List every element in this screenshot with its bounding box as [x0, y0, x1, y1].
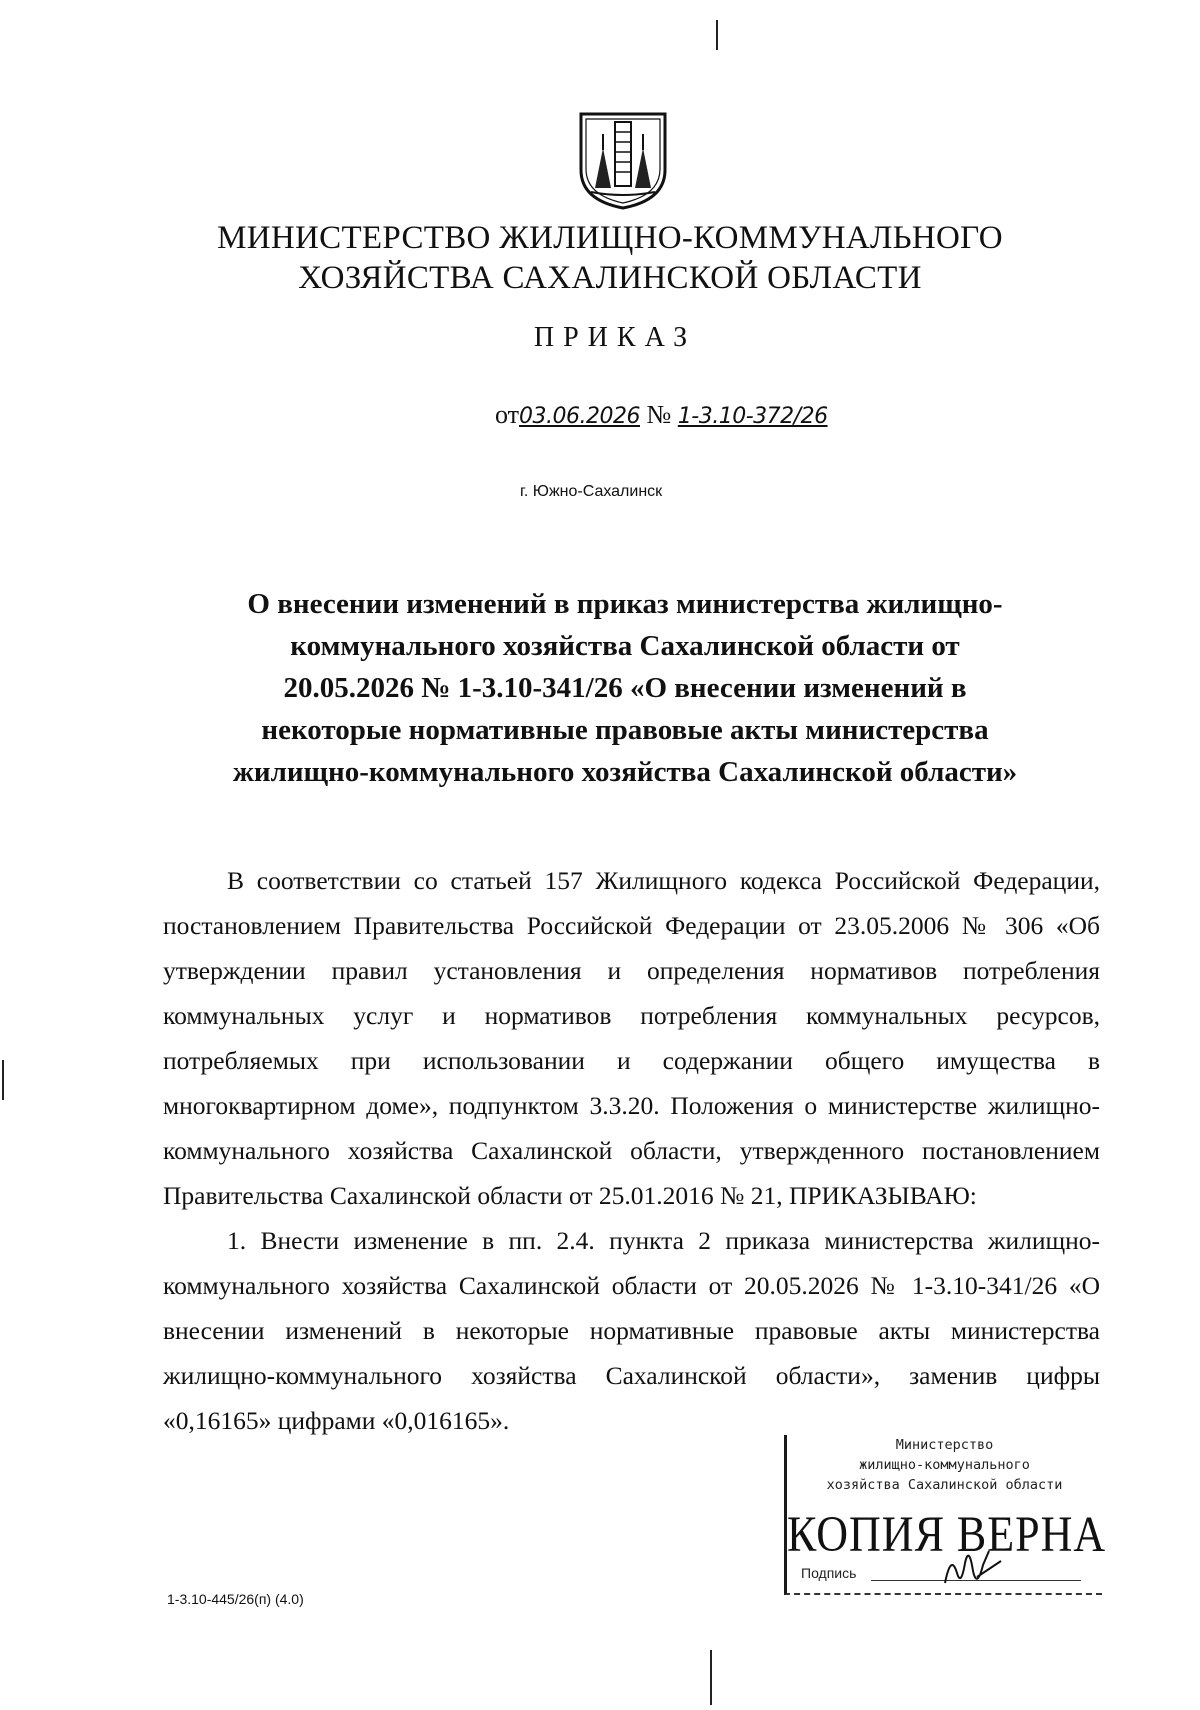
- scan-artifact-bottom: [710, 1650, 712, 1705]
- item-1-paragraph: 1. Внести изменение в пп. 2.4. пункта 2 приказа министерства жилищно-коммунального хозяйства Сахалинской области от 20.05.2026 № 1-3.10-341/26 «О внесении изменений в некоторые нормативные правовые акты министерства жилищно-коммунального хозяйства Сахалинской области», заменив цифры «0,16165» цифрами «0,016165».: [163, 1226, 1100, 1435]
- certified-copy-stamp: [784, 1435, 1107, 1595]
- ministry-name-line1: МИНИСТЕРСТВО ЖИЛИЩНО-КОММУНАЛЬНОГО: [217, 220, 1003, 256]
- stamp-line2: жилищно-коммунального: [859, 1457, 1030, 1473]
- title-line1: О внесении изменений в приказ министерства жилищно-: [247, 588, 1003, 620]
- title-line4: некоторые нормативные правовые акты министерства: [261, 714, 989, 746]
- scan-artifact-left: [2, 1060, 4, 1100]
- handwritten-date: 03.06.2026: [519, 404, 640, 429]
- title-line3: 20.05.2026 № 1-3.10-341/26 «О внесении изменений в: [283, 672, 967, 704]
- date-prefix: от: [495, 400, 520, 429]
- handwritten-signature: [937, 1543, 1007, 1593]
- stamp-copy-certified: КОПИЯ ВЕРНА: [787, 1506, 1107, 1563]
- title-line2: коммунального хозяйства Сахалинской области от: [290, 630, 960, 662]
- scan-artifact-top: [716, 20, 718, 50]
- footer-document-code: 1-3.10-445/26(п) (4.0): [167, 1591, 304, 1607]
- document-title: [170, 583, 1080, 793]
- order-date-number: [495, 400, 828, 430]
- stamp-line1: Министерство: [895, 1437, 994, 1453]
- number-prefix: №: [646, 400, 672, 429]
- stamp-signature-label: Подпись: [801, 1565, 857, 1581]
- coat-of-arms-emblem: [575, 108, 671, 212]
- document-body: [163, 858, 1100, 1443]
- handwritten-number: 1-3.10-372/26: [677, 404, 828, 429]
- document-type: ПРИКАЗ: [533, 322, 697, 353]
- preamble-paragraph: В соответствии со статьей 157 Жилищного кодекса Российской Федерации, постановлением Правительства Российской Федерации от 23.05.2006 № 306 «Об утверждении правил установления и определения нормативов потребления коммунальных услуг и нормативов потребления коммунальных ресурсов, потребляемых при использовании и содержании общего имущества в многоквартирном доме», подпунктом 3.3.20. Положения о министерстве жилищно-коммунального хозяйства Сахалинской области, утвержденного постановлением Правительства Сахалинской области от 25.01.2016 № 21, ПРИКАЗЫВАЮ:: [163, 866, 1100, 1210]
- title-line5: жилищно-коммунального хозяйства Сахалинской области»: [232, 756, 1018, 788]
- ministry-name-line2: ХОЗЯЙСТВА САХАЛИНСКОЙ ОБЛАСТИ: [298, 260, 922, 296]
- stamp-line3: хозяйства Сахалинской области: [826, 1477, 1063, 1493]
- ministry-name: [150, 218, 1070, 298]
- city-name: г. Южно-Сахалинск: [520, 483, 663, 500]
